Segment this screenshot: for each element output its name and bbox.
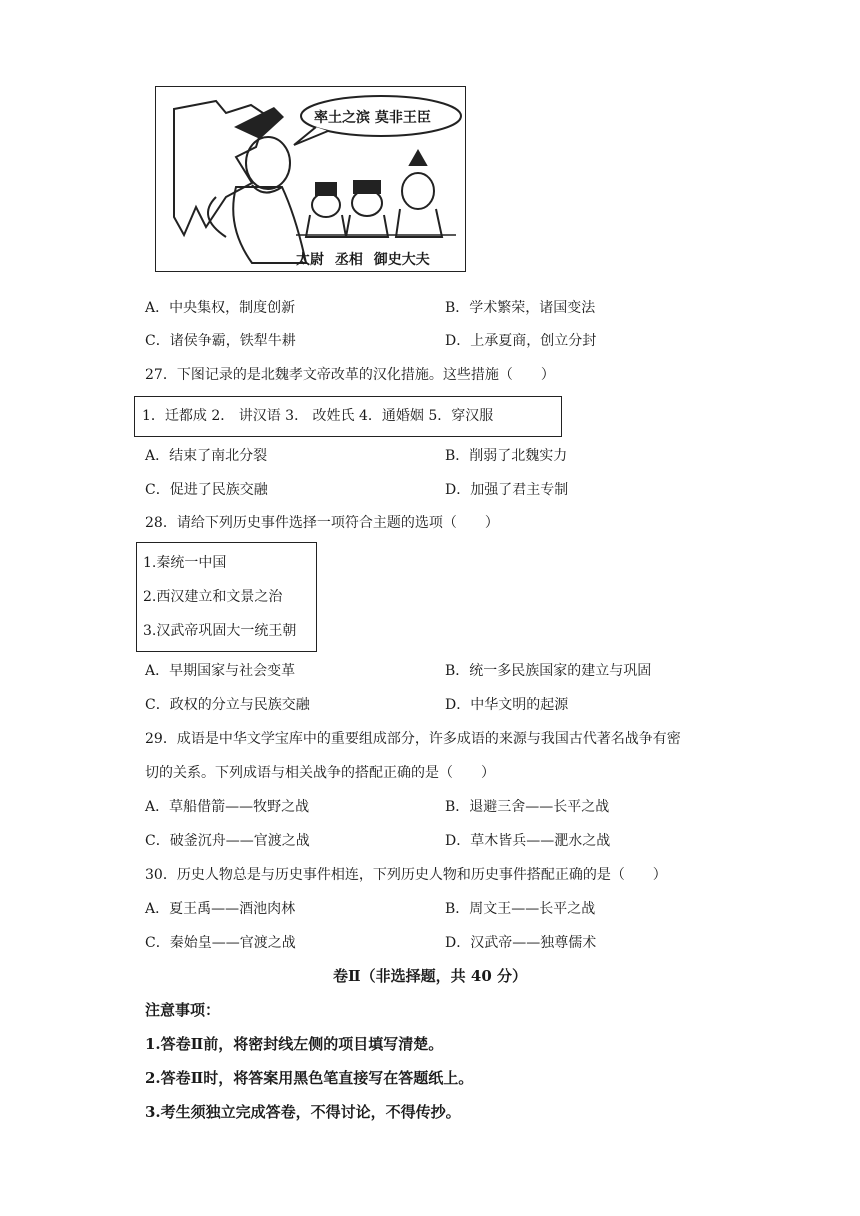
q26-option-a: A．中央集权，制度创新 — [145, 300, 296, 316]
q29-option-a: A．草船借箭——牧野之战 — [145, 799, 310, 815]
q29-stem-line-2: 切的关系。下列成语与相关战争的搭配正确的是（ ） — [145, 765, 495, 781]
q30-stem: 30．历史人物总是与历史事件相连，下列历史人物和历史事件搭配正确的是（ ） — [145, 867, 667, 883]
q30-option-d: D．汉武帝——独尊儒术 — [445, 935, 597, 951]
section-2-title: 卷Ⅱ（非选择题，共 40 分） — [333, 967, 527, 985]
q27-option-a: A．结束了南北分裂 — [145, 448, 268, 464]
q28-option-c: C．政权的分立与民族交融 — [145, 697, 310, 713]
q28-option-a: A．早期国家与社会变革 — [145, 663, 296, 679]
notice-item-1: 1.答卷Ⅱ前，将密封线左侧的项目填写清楚。 — [145, 1035, 444, 1053]
q29-option-d: D．草木皆兵——淝水之战 — [445, 833, 611, 849]
q30-option-a: A．夏王禹——酒池肉林 — [145, 901, 296, 917]
notice-heading: 注意事项： — [145, 1001, 221, 1019]
q30-option-c: C．秦始皇——官渡之战 — [145, 935, 296, 951]
q27-option-d: D．加强了君主专制 — [445, 482, 569, 498]
q26-option-d: D．上承夏商，创立分封 — [445, 333, 597, 349]
q27-option-c: C．促进了民族交融 — [145, 482, 268, 498]
q26-option-b: B．学术繁荣，诸国变法 — [445, 300, 596, 316]
q27-stem: 27．下图记录的是北魏孝文帝改革的汉化措施。这些措施（ ） — [145, 367, 555, 383]
q30-option-b: B．周文王——长平之战 — [445, 901, 596, 917]
figure-caption: 太尉 丞相 御史大夫 — [296, 252, 430, 268]
cartoon-figure — [155, 86, 466, 272]
q28-event-2: 2.西汉建立和文景之治 — [143, 589, 283, 605]
q29-option-b: B．退避三舍——长平之战 — [445, 799, 610, 815]
speech-bubble-text: 率土之滨 莫非王臣 — [314, 110, 431, 126]
q27-option-b: B．削弱了北魏实力 — [445, 448, 568, 464]
notice-item-3: 3.考生须独立完成答卷，不得讨论，不得传抄。 — [145, 1103, 461, 1121]
q26-option-c: C．诸侯争霸，铁犁牛耕 — [145, 333, 296, 349]
q28-event-1: 1.秦统一中国 — [143, 555, 227, 571]
q27-measures-text: 1．迁都成 2． 讲汉语 3． 改姓氏 4．通婚姻 5．穿汉服 — [142, 408, 494, 424]
q28-stem: 28．请给下列历史事件选择一项符合主题的选项（ ） — [145, 515, 499, 531]
q28-option-d: D．中华文明的起源 — [445, 697, 569, 713]
q28-option-b: B．统一多民族国家的建立与巩固 — [445, 663, 652, 679]
q29-option-c: C．破釜沉舟——官渡之战 — [145, 833, 310, 849]
notice-item-2: 2.答卷Ⅱ时，将答案用黑色笔直接写在答题纸上。 — [145, 1069, 474, 1087]
q28-event-3: 3.汉武帝巩固大一统王朝 — [143, 623, 297, 639]
q29-stem-line-1: 29．成语是中华文学宝库中的重要组成部分，许多成语的来源与我国古代著名战争有密 — [145, 731, 681, 747]
